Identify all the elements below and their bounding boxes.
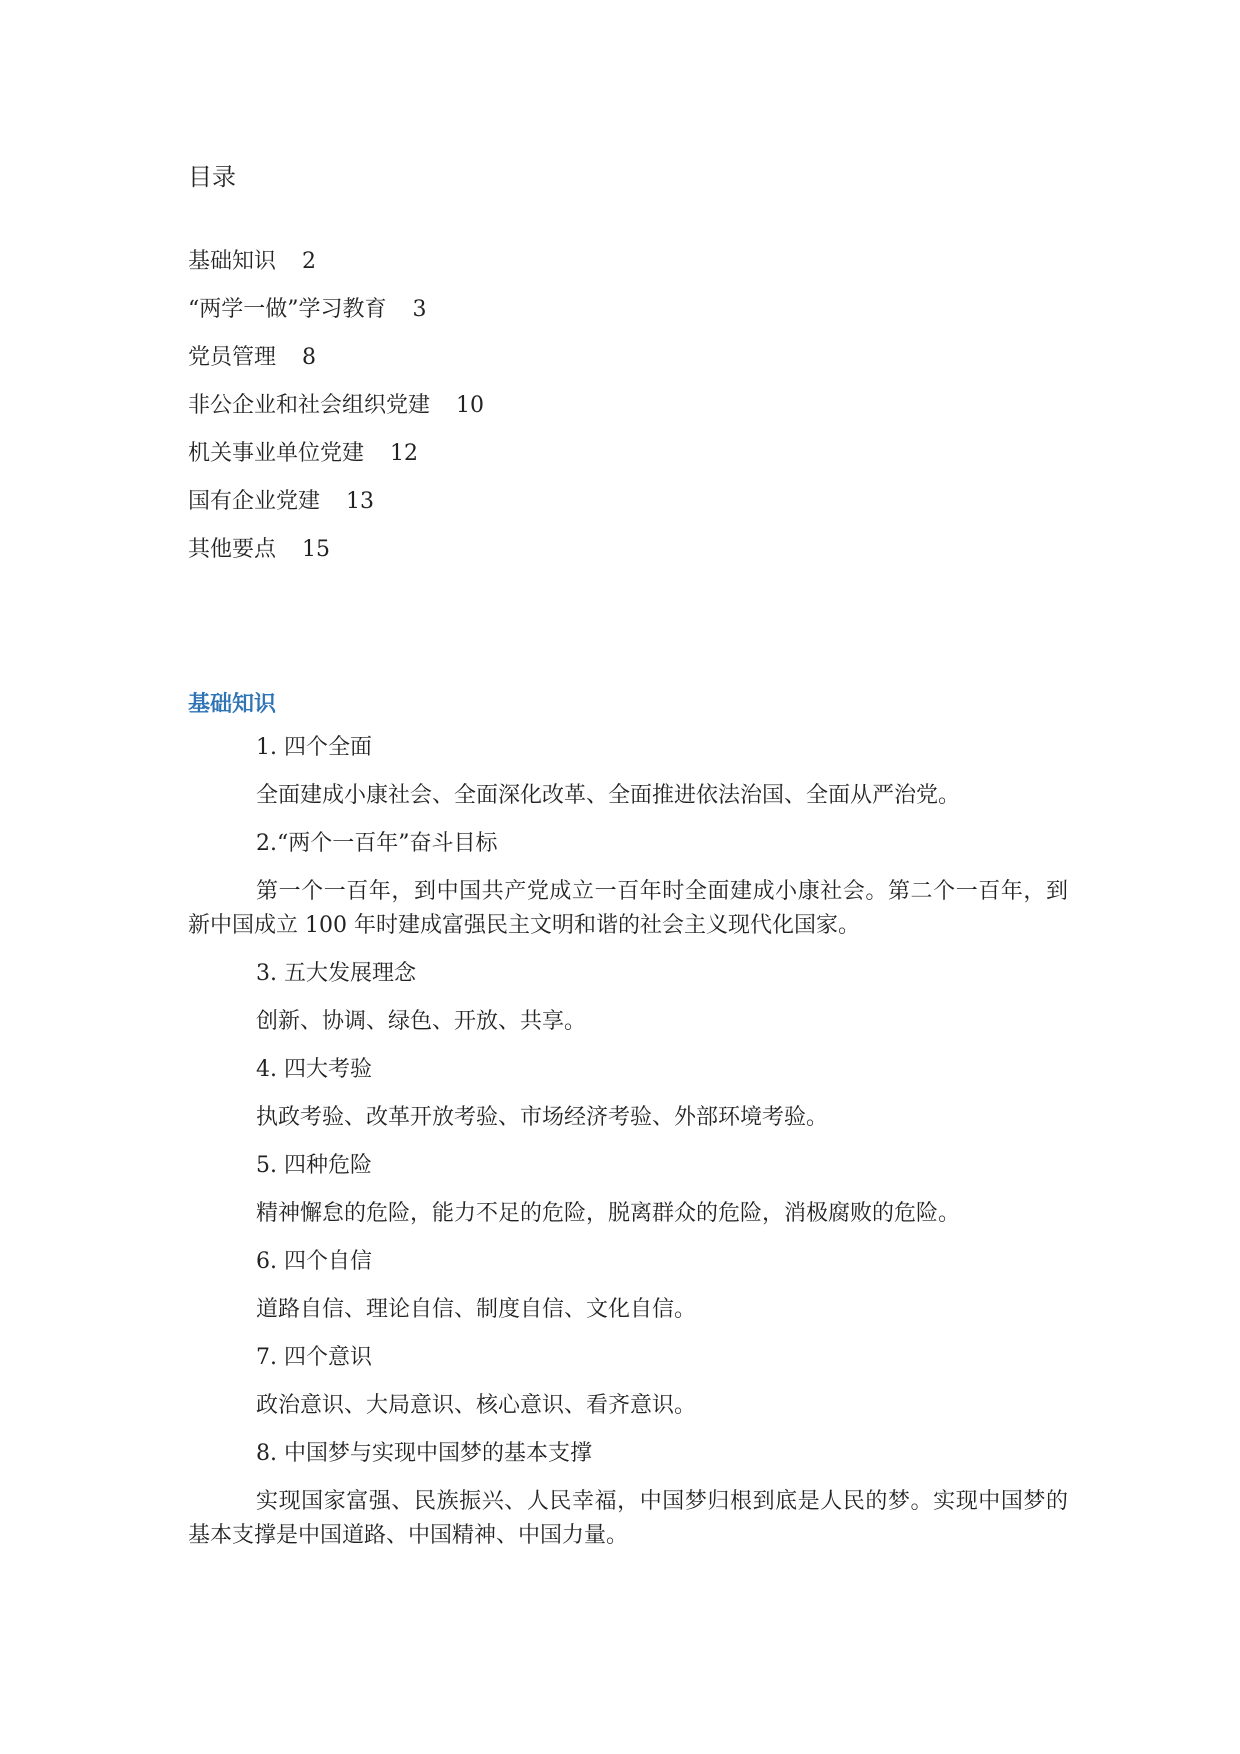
item-text: 全面建成小康社会、全面深化改革、全面推进依法治国、全面从严治党。 — [256, 783, 961, 808]
toc-title: 目录 — [188, 163, 236, 191]
knowledge-item — [188, 1334, 1068, 1430]
page-content — [188, 160, 1068, 1560]
toc-entry[interactable] — [188, 526, 1068, 574]
toc-entry-label: 国有企业党建 — [188, 489, 321, 514]
toc-entry[interactable] — [188, 286, 1068, 334]
item-text: 道路自信、理论自信、制度自信、文化自信。 — [256, 1297, 697, 1322]
item-title: 2.“两个一百年”奋斗目标 — [256, 831, 498, 856]
toc-entry[interactable] — [188, 238, 1068, 286]
knowledge-item — [188, 1142, 1068, 1238]
item-title: 4. 四大考验 — [256, 1057, 372, 1082]
item-text: 政治意识、大局意识、核心意识、看齐意识。 — [256, 1393, 697, 1418]
toc-entry[interactable] — [188, 478, 1068, 526]
knowledge-item — [188, 1430, 1068, 1560]
knowledge-item — [188, 1238, 1068, 1334]
knowledge-item — [188, 724, 1068, 820]
knowledge-item — [188, 1046, 1068, 1142]
item-text: 执政考验、改革开放考验、市场经济考验、外部环境考验。 — [256, 1105, 829, 1130]
toc-list — [188, 238, 1068, 574]
item-text: 第一个一百年，到中国共产党成立一百年时全面建成小康社会。第二个一百年，到新中国成立 100 年时建成富强民主文明和谐的社会主义现代化国家。 — [188, 879, 1068, 938]
toc-entry-page: 3 — [412, 297, 427, 322]
toc-entry-page: 15 — [302, 537, 331, 562]
item-text: 创新、协调、绿色、开放、共享。 — [256, 1009, 587, 1034]
item-title: 5. 四种危险 — [256, 1153, 372, 1178]
toc-entry-label: 其他要点 — [188, 537, 277, 562]
toc-entry[interactable] — [188, 430, 1068, 478]
toc-entry-label: “两学一做”学习教育 — [188, 297, 387, 322]
toc-entry-label: 非公企业和社会组织党建 — [188, 393, 431, 418]
section-heading: 基础知识 — [188, 691, 277, 717]
toc-entry-page: 13 — [346, 489, 375, 514]
toc-entry-page: 12 — [390, 441, 419, 466]
item-text: 精神懈怠的危险，能力不足的危险，脱离群众的危险，消极腐败的危险。 — [256, 1201, 961, 1226]
item-title: 7. 四个意识 — [256, 1345, 372, 1370]
item-title: 6. 四个自信 — [256, 1249, 372, 1274]
toc-entry-label: 机关事业单位党建 — [188, 441, 365, 466]
item-title: 8. 中国梦与实现中国梦的基本支撑 — [256, 1441, 592, 1466]
toc-entry-label: 党员管理 — [188, 345, 277, 370]
toc-entry[interactable] — [188, 334, 1068, 382]
toc-entry-page: 8 — [302, 345, 317, 370]
item-title: 3. 五大发展理念 — [256, 961, 416, 986]
toc-entry-page: 10 — [456, 393, 485, 418]
item-text: 实现国家富强、民族振兴、人民幸福，中国梦归根到底是人民的梦。实现中国梦的基本支撑是中国道路、中国精神、中国力量。 — [188, 1489, 1068, 1548]
item-title: 1. 四个全面 — [256, 735, 372, 760]
toc-entry-page: 2 — [302, 249, 317, 274]
toc-entry[interactable] — [188, 382, 1068, 430]
toc-entry-label: 基础知识 — [188, 249, 277, 274]
knowledge-item — [188, 950, 1068, 1046]
knowledge-item — [188, 820, 1068, 950]
